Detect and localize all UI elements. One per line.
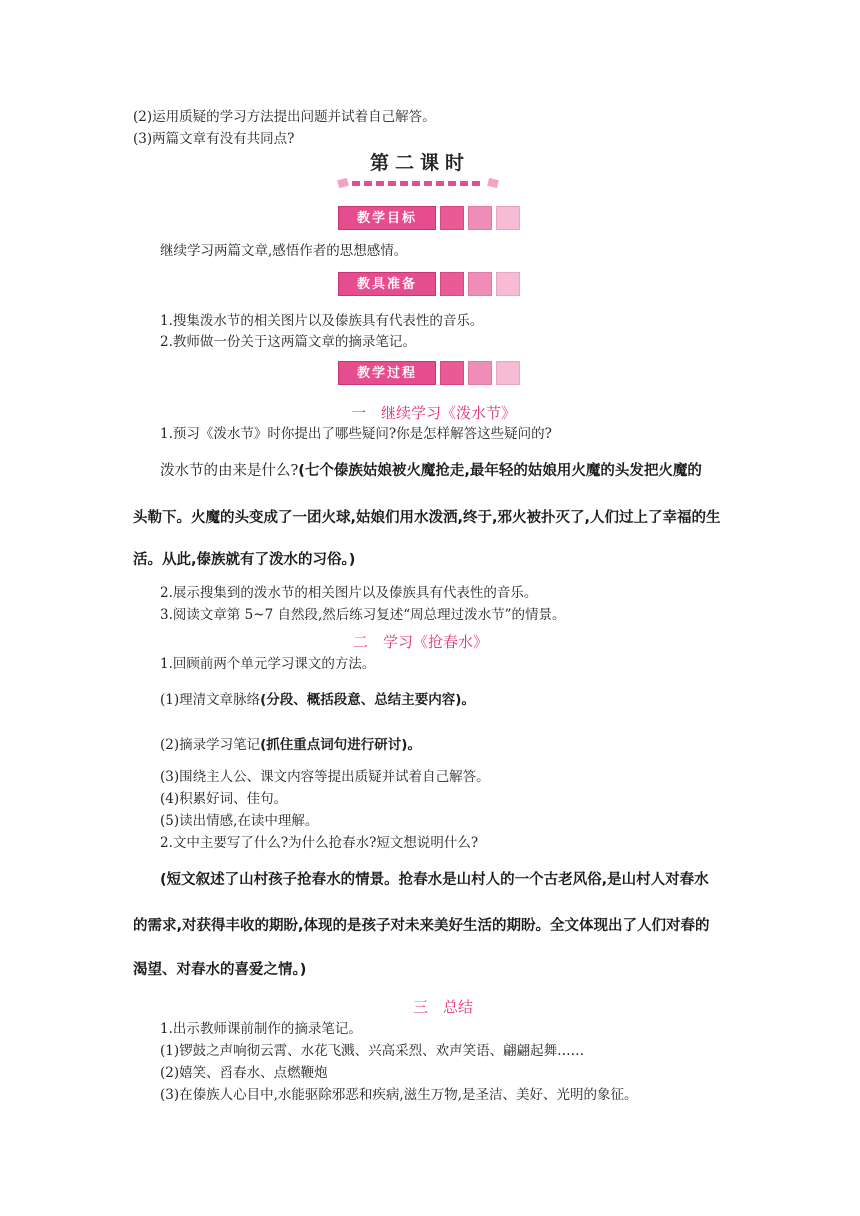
method-lead: (2)摘录学习笔记 (160, 737, 261, 753)
text-line: (2)运用质疑的学习方法提出问题并试着自己解答。 (133, 109, 436, 125)
goals-text: 继续学习两篇文章,感悟作者的思想感情。 (160, 243, 408, 259)
decor-square (468, 206, 492, 230)
part1-answer-line-2: 头勒下。火魔的头变成了一团火球,姑娘们用水泼洒,终于,邪火被扑灭了,人们过上了幸福的生 (133, 510, 721, 526)
method-lead: (1)理清文章脉络 (160, 692, 261, 708)
method-note: (分段、概括段意、总结主要内容)。 (260, 692, 475, 708)
part2-answer-line-1: (短文叙述了山村孩子抢春水的情景。抢春水是山村人的一个古老风俗,是山村人对春水 (160, 872, 709, 888)
decor-square (496, 272, 520, 296)
part2-method-1 (160, 688, 475, 710)
decor-square (496, 206, 520, 230)
part2-question: 1.回顾前两个单元学习课文的方法。 (160, 656, 376, 672)
decor-square (440, 206, 464, 230)
part3-item: (3)在傣族人心目中,水能驱除邪恶和疾病,滋生万物,是圣洁、美好、光明的象征。 (160, 1087, 638, 1103)
decor-square (440, 272, 464, 296)
part1-answer-line-3: 活。从此,傣族就有了泼水的习俗。) (133, 552, 356, 568)
part1-answer-line-1 (160, 459, 702, 481)
process-badge: 教学过程 (338, 361, 436, 385)
part2-item: 2.文中主要写了什么?为什么抢春水?短文想说明什么? (160, 835, 479, 851)
prep-item: 1.搜集泼水节的相关图片以及傣族具有代表性的音乐。 (160, 313, 484, 329)
lesson-title: 第二课时 (369, 152, 470, 174)
part3-item: 1.出示教师课前制作的摘录笔记。 (160, 1021, 362, 1037)
decor-square (440, 361, 464, 385)
goals-badge: 教学目标 (338, 206, 436, 230)
part3-heading: 三 总结 (413, 998, 474, 1016)
part1-heading: 一 继续学习《泼水节》 (351, 404, 517, 422)
text-line: (3)两篇文章有没有共同点? (133, 131, 295, 147)
part2-answer-line-2: 的需求,对获得丰收的期盼,体现的是孩子对未来美好生活的期盼。全文体现出了人们对春的 (133, 918, 710, 934)
part2-item: (5)读出情感,在读中理解。 (160, 813, 319, 829)
answer-text: (七个傣族姑娘被火魔抢走,最年轻的姑娘用火魔的头发把火魔的 (298, 463, 702, 479)
title-decoration (336, 176, 501, 190)
part2-heading: 二 学习《抢春水》 (353, 633, 489, 651)
decor-square (496, 361, 520, 385)
method-note: (抓住重点词句进行研讨)。 (260, 737, 421, 753)
prep-badge: 教具准备 (338, 272, 436, 296)
part1-item: 2.展示搜集到的泼水节的相关图片以及傣族具有代表性的音乐。 (160, 585, 538, 601)
decor-square (468, 272, 492, 296)
answer-lead: 泼水节的由来是什么? (160, 463, 299, 479)
prep-item: 2.教师做一份关于这两篇文章的摘录笔记。 (160, 334, 416, 350)
part1-item: 3.阅读文章第 5~7 自然段,然后练习复述“周总理过泼水节”的情景。 (160, 607, 566, 623)
part2-item: (4)积累好词、佳句。 (160, 791, 288, 807)
part2-answer-line-3: 渴望、对春水的喜爱之情。) (133, 962, 307, 978)
part2-method-2 (160, 733, 421, 755)
goals-header (338, 206, 520, 230)
part3-item: (2)嬉笑、舀春水、点燃鞭炮 (160, 1065, 328, 1081)
decor-square (468, 361, 492, 385)
process-header (338, 361, 520, 385)
part3-item: (1)锣鼓之声响彻云霄、水花飞溅、兴高采烈、欢声笑语、翩翩起舞…… (160, 1043, 585, 1059)
prep-header (338, 272, 520, 296)
part1-question: 1.预习《泼水节》时你提出了哪些疑问?你是怎样解答这些疑问的? (160, 426, 552, 442)
part2-item: (3)围绕主人公、课文内容等提出质疑并试着自己解答。 (160, 769, 490, 785)
